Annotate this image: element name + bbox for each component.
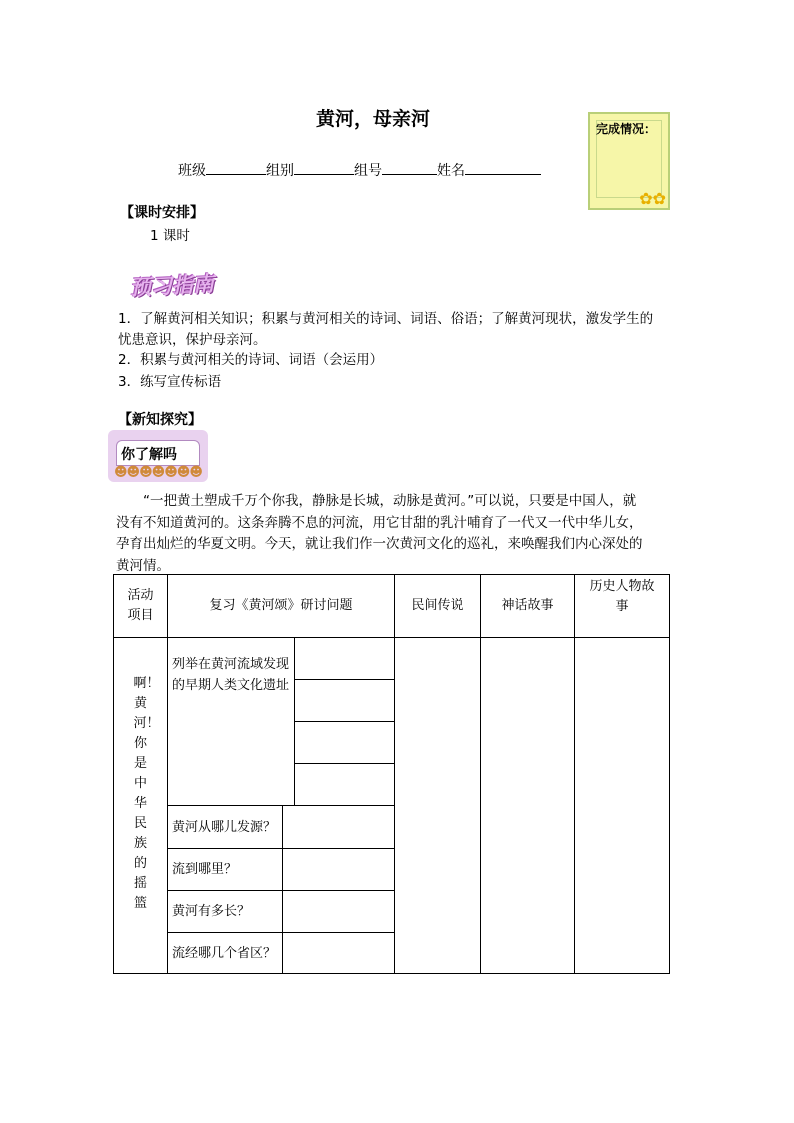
group-number-field[interactable]	[382, 162, 437, 175]
name-field[interactable]	[465, 162, 541, 175]
preview-item: 1．了解黄河相关知识；积累与黄河相关的诗词、词语、俗语；了解黄河现状，激发学生的	[118, 311, 654, 327]
group-label: 组别	[266, 163, 294, 179]
schedule-heading: 【课时安排】	[120, 205, 204, 221]
activity-table	[113, 574, 670, 974]
header-activity-item: 活动项目	[114, 575, 168, 638]
completion-status-label: 完成情况：	[596, 122, 657, 136]
intro-paragraph	[116, 491, 676, 577]
page-title: 黄河，母亲河	[315, 108, 430, 130]
intro-line: “一把黄土塑成千万个你我，静脉是长城，动脉是黄河。”可以说，只要是中国人，就	[143, 493, 637, 509]
do-you-know-label: 你了解吗	[121, 447, 177, 463]
name-label: 姓名	[437, 163, 465, 179]
row-label: 啊！黄河！你是中华民族的摇篮	[133, 676, 160, 911]
header-folk-legends: 民间传说	[395, 575, 481, 638]
intro-line: 黄河情。	[116, 557, 170, 574]
answer-cell[interactable]	[283, 891, 395, 933]
answer-cell[interactable]	[295, 680, 395, 722]
question-cell: 流到哪里？	[168, 849, 283, 891]
answer-cell[interactable]	[283, 849, 395, 891]
row-label-cell	[114, 638, 168, 974]
question-cell: 流经哪几个省区？	[168, 933, 283, 974]
completion-status-box	[588, 112, 670, 210]
myth-cell[interactable]	[481, 638, 575, 974]
folk-legend-cell[interactable]	[395, 638, 481, 974]
children-faces-icon: ☻☻☻☻☻☻☻	[114, 465, 202, 480]
question-cell: 列举在黄河流域发现的早期人类文化遗址	[168, 638, 295, 806]
answer-cell[interactable]	[295, 638, 395, 680]
table-row	[114, 638, 670, 680]
header-discussion-questions: 复习《黄河颂》研讨问题	[168, 575, 395, 638]
group-field[interactable]	[294, 162, 354, 175]
preview-item: 3．练写宣传标语	[118, 374, 222, 390]
table-header-row	[114, 575, 670, 638]
do-you-know-badge	[108, 430, 208, 482]
answer-cell[interactable]	[295, 722, 395, 764]
header-historical-figures: 历史人物故事	[575, 575, 670, 638]
answer-cell[interactable]	[295, 764, 395, 806]
class-label: 班级	[178, 163, 206, 179]
preview-item: 忧患意识，保护母亲河。	[118, 332, 267, 348]
flower-icon: ✿✿	[639, 189, 666, 208]
question-cell: 黄河有多长？	[168, 891, 283, 933]
question-cell: 黄河从哪儿发源？	[168, 806, 283, 849]
answer-cell[interactable]	[283, 933, 395, 974]
class-field[interactable]	[206, 162, 266, 175]
explore-heading: 【新知探究】	[118, 412, 202, 428]
preview-guide-banner: 预习指南	[129, 270, 215, 301]
answer-cell[interactable]	[283, 806, 395, 849]
group-number-label: 组号	[354, 163, 382, 179]
intro-line: 孕育出灿烂的华夏文明。今天，就让我们作一次黄河文化的巡礼，来唤醒我们内心深处的	[116, 536, 643, 552]
intro-line: 没有不知道黄河的。这条奔腾不息的河流，用它甘甜的乳汁哺育了一代又一代中华儿女，	[116, 514, 643, 531]
preview-item: 2．积累与黄河相关的诗词、词语（会运用）	[118, 352, 384, 368]
schedule-value: 1 课时	[150, 228, 190, 244]
header-myths: 神话故事	[481, 575, 575, 638]
student-info-line	[178, 160, 541, 180]
historical-figure-cell[interactable]	[575, 638, 670, 974]
